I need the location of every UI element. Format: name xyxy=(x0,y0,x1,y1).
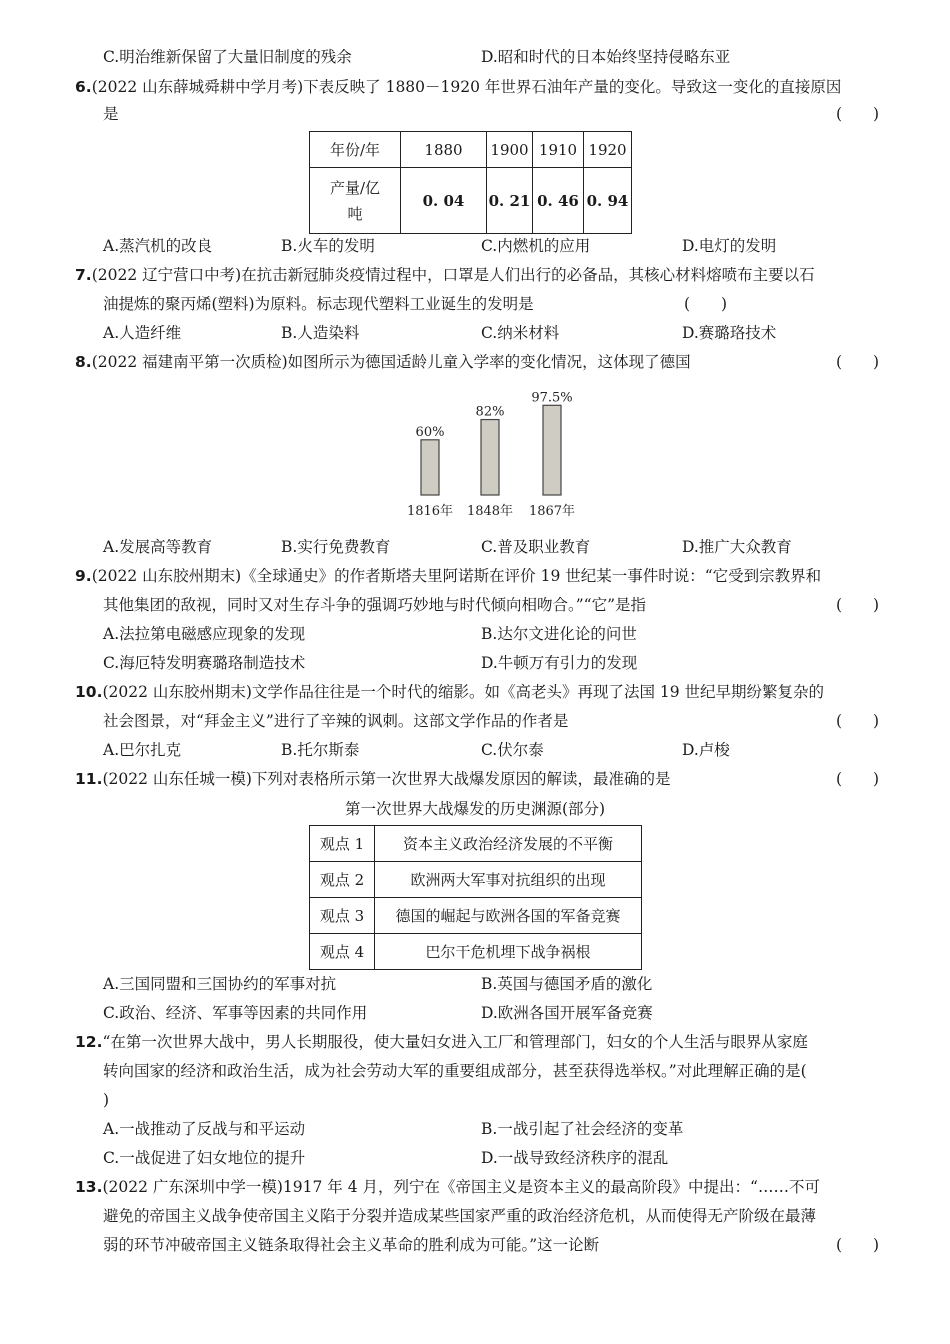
bar-value-label: 97.5% xyxy=(531,390,573,406)
q11-viewpoint-text: 巴尔干危机埋下战争祸根 xyxy=(375,934,642,970)
q9-answer-paren: ( ) xyxy=(836,596,880,614)
q9-stem-line1: 9.(2022 山东胶州期末)《全球通史》的作者斯塔夫里阿诺斯在评价 19 世纪某一事件时说：“它受到宗教界和 xyxy=(75,567,822,585)
bar-1848年 xyxy=(481,420,499,495)
q6-stem-line1: 6.(2022 山东薛城舜耕中学月考)下表反映了 1880－1920 年世界石油年产量的变化。导致这一变化的直接原因 xyxy=(75,78,842,96)
q5-option-d: D.昭和时代的日本始终坚持侵略东亚 xyxy=(481,48,731,66)
q9-option-b: B.达尔文进化论的问世 xyxy=(481,625,637,643)
bar-value-label: 60% xyxy=(415,424,445,440)
q8-stem-line1: 8.(2022 福建南平第一次质检)如图所示为德国适龄儿童入学率的变化情况，这体现了德国 xyxy=(75,353,691,371)
q7-option-b: B.人造染料 xyxy=(281,324,360,342)
q8-answer-paren: ( ) xyxy=(836,353,880,371)
q13-stem-line1: 13.(2022 广东深圳中学一模)1917 年 4 月，列宁在《帝国主义是资本主义的最高阶段》中提出：“……不可 xyxy=(75,1178,820,1196)
q12-option-a: A.一战推动了反战与和平运动 xyxy=(103,1120,306,1138)
q6-table-year-1910: 1910 xyxy=(533,132,584,168)
q10-option-a: A.巴尔扎克 xyxy=(103,741,182,759)
bar-1816年 xyxy=(421,440,439,495)
q8-option-c: C.普及职业教育 xyxy=(481,538,591,556)
q12-stem-line1: 12.“在第一次世界大战中，男人长期服役，使大量妇女进入工厂和管理部门，妇女的个人生活与眼界从家庭 xyxy=(75,1033,808,1051)
q8-number: 8. xyxy=(75,353,92,371)
q11-number: 11. xyxy=(75,770,103,788)
q6-option-d: D.电灯的发明 xyxy=(682,237,777,255)
q11-viewpoint-text: 德国的崛起与欧洲各国的军备竞赛 xyxy=(375,898,642,934)
q8-bar-chart xyxy=(400,385,585,525)
q11-viewpoint-label: 观点 4 xyxy=(310,934,375,970)
q9-option-d: D.牛顿万有引力的发现 xyxy=(481,654,638,672)
q6-option-c: C.内燃机的应用 xyxy=(481,237,591,255)
q11-option-a: A.三国同盟和三国协约的军事对抗 xyxy=(103,975,337,993)
q10-stem-line2: 社会图景，对“拜金主义”进行了辛辣的讽刺。这部文学作品的作者是 xyxy=(103,712,569,730)
q12-option-c: C.一战促进了妇女地位的提升 xyxy=(103,1149,306,1167)
q9-number: 9. xyxy=(75,567,92,585)
q7-stem-line2: 油提炼的聚丙烯(塑料)为原料。标志现代塑料工业诞生的发明是 xyxy=(103,295,534,313)
q6-option-b: B.火车的发明 xyxy=(281,237,375,255)
q6-table-year-1900: 1900 xyxy=(487,132,533,168)
q6-answer-paren: ( ) xyxy=(836,105,880,123)
q11-viewpoint-label: 观点 1 xyxy=(310,826,375,862)
q6-table-value-1910: 0. 46 xyxy=(533,168,584,234)
q6-oil-table xyxy=(309,131,632,234)
q6-table-year-1880: 1880 xyxy=(401,132,487,168)
q11-option-b: B.英国与德国矛盾的激化 xyxy=(481,975,653,993)
q9-stem-line2: 其他集团的敌视，同时又对生存斗争的强调巧妙地与时代倾向相吻合。”“它”是指 xyxy=(103,596,647,614)
q12-stem-line2: 转向国家的经济和政治生活，成为社会劳动大军的重要组成部分，甚至获得选举权。”对此理解正确的是( xyxy=(103,1062,807,1080)
q6-table-year-1920: 1920 xyxy=(584,132,632,168)
q12-number: 12. xyxy=(75,1033,103,1051)
q6-number: 6. xyxy=(75,78,92,96)
bar-category-label: 1848年 xyxy=(466,504,514,519)
q8-option-a: A.发展高等教育 xyxy=(103,538,213,556)
q11-viewpoint-table xyxy=(309,825,642,970)
q10-option-d: D.卢梭 xyxy=(682,741,730,759)
q10-stem-line1: 10.(2022 山东胶州期末)文学作品往往是一个时代的缩影。如《高老头》再现了法国 19 世纪早期纷繁复杂的 xyxy=(75,683,825,701)
q10-option-c: C.伏尔泰 xyxy=(481,741,544,759)
q9-option-c: C.海厄特发明赛璐珞制造技术 xyxy=(103,654,306,672)
q7-option-d: D.赛璐珞技术 xyxy=(682,324,777,342)
q11-option-d: D.欧洲各国开展军备竞赛 xyxy=(481,1004,653,1022)
q8-option-d: D.推广大众教育 xyxy=(682,538,792,556)
q6-option-a: A.蒸汽机的改良 xyxy=(103,237,213,255)
q11-viewpoint-text: 资本主义政治经济发展的不平衡 xyxy=(375,826,642,862)
q7-stem-line1: 7.(2022 辽宁营口中考)在抗击新冠肺炎疫情过程中，口罩是人们出行的必备品，其核心材料熔喷布主要以石 xyxy=(75,266,815,284)
bar-category-label: 1867年 xyxy=(528,504,576,519)
q11-stem-line1: 11.(2022 山东任城一模)下列对表格所示第一次世界大战爆发原因的解读，最准确的是 xyxy=(75,770,671,788)
q13-number: 13. xyxy=(75,1178,103,1196)
q13-stem-line3: 弱的环节冲破帝国主义链条取得社会主义革命的胜利成为可能。”这一论断 xyxy=(103,1236,600,1254)
q12-option-d: D.一战导致经济秩序的混乱 xyxy=(481,1149,669,1167)
q11-viewpoint-label: 观点 2 xyxy=(310,862,375,898)
q8-enrollment-chart xyxy=(400,385,585,525)
q11-viewpoint-label: 观点 3 xyxy=(310,898,375,934)
q7-number: 7. xyxy=(75,266,92,284)
q8-option-b: B.实行免费教育 xyxy=(281,538,391,556)
q9-option-a: A.法拉第电磁感应现象的发现 xyxy=(103,625,306,643)
q11-table-caption: 第一次世界大战爆发的历史渊源(部分) xyxy=(344,800,606,818)
q11-viewpoint-text: 欧洲两大军事对抗组织的出现 xyxy=(375,862,642,898)
q6-table-header-output: 产量/亿 吨 xyxy=(310,168,401,234)
bar-value-label: 82% xyxy=(475,404,505,420)
q6-stem-line2: 是 xyxy=(103,105,119,123)
q7-answer-paren: ( ) xyxy=(684,295,728,313)
q5-option-c: C.明治维新保留了大量旧制度的残余 xyxy=(103,48,352,66)
q6-table-value-1920: 0. 94 xyxy=(584,168,632,234)
q10-answer-paren: ( ) xyxy=(836,712,880,730)
q6-table-value-1880: 0. 04 xyxy=(401,168,487,234)
q6-table-header-year: 年份/年 xyxy=(310,132,401,168)
q12-stem-line3: ) xyxy=(103,1091,110,1109)
q12-option-b: B.一战引起了社会经济的变革 xyxy=(481,1120,684,1138)
q10-number: 10. xyxy=(75,683,103,701)
q10-option-b: B.托尔斯泰 xyxy=(281,741,360,759)
bar-1867年 xyxy=(543,405,561,495)
bar-category-label: 1816年 xyxy=(406,504,454,519)
q6-table-value-1900: 0. 21 xyxy=(487,168,533,234)
q7-option-a: A.人造纤维 xyxy=(103,324,182,342)
q11-answer-paren: ( ) xyxy=(836,770,880,788)
q11-option-c: C.政治、经济、军事等因素的共同作用 xyxy=(103,1004,368,1022)
q13-answer-paren: ( ) xyxy=(836,1236,880,1254)
q13-stem-line2: 避免的帝国主义战争使帝国主义陷于分裂并造成某些国家严重的政治经济危机，从而使得无产阶级在最薄 xyxy=(103,1207,817,1225)
q7-option-c: C.纳米材料 xyxy=(481,324,560,342)
